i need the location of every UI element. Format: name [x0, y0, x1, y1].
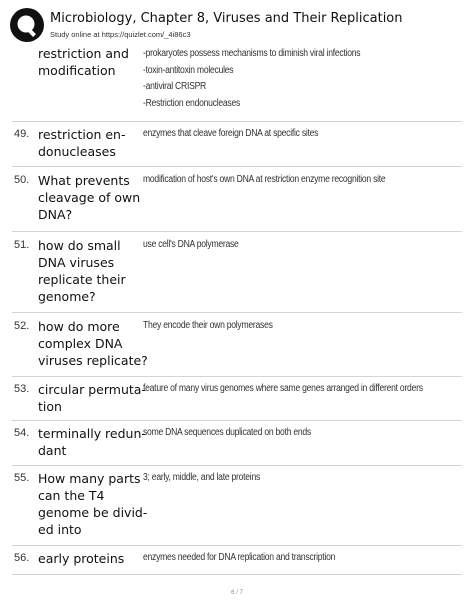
row-number: 49. — [14, 128, 30, 140]
row-number: 53. — [14, 383, 30, 395]
flashcard-row — [12, 122, 462, 167]
definition: 3; early, middle, and late proteins — [143, 472, 261, 483]
page-header — [0, 0, 474, 44]
definition: enzymes that cleave foreign DNA at specific sites — [143, 128, 319, 139]
term: restriction en- donucleases — [38, 127, 126, 159]
study-online-link[interactable]: Study online at https://quizlet.com/_4i86c3 — [50, 30, 191, 39]
document-title: Microbiology, Chapter 8, Viruses and Their Replication — [50, 11, 403, 26]
term: early proteins — [38, 551, 125, 566]
definition: use cell's DNA polymerase — [143, 239, 239, 250]
definition: -prokaryotes possess mechanisms to diminish viral infections -toxin-antitoxin molecules -antiviral CRISPR -Restriction endonucleases — [143, 48, 361, 109]
flashcard-row — [12, 232, 462, 313]
flashcard-row — [12, 313, 462, 377]
definition: modification of host's own DNA at restriction enzyme recognition site — [143, 174, 386, 185]
row-number: 55. — [14, 472, 30, 484]
term: How many parts can the T4 genome be divid- ed into — [38, 471, 148, 537]
quizlet-logo-icon — [10, 8, 44, 42]
flashcard-row — [12, 546, 462, 575]
flashcard-row — [12, 42, 462, 122]
row-number: 56. — [14, 552, 30, 564]
flashcard-row — [12, 421, 462, 466]
term: how do small DNA viruses replicate their genome? — [38, 238, 126, 304]
flashcard-row — [12, 167, 462, 232]
row-number: 50. — [14, 174, 30, 186]
definition: feature of many virus genomes where same genes arranged in different orders — [143, 383, 423, 394]
definition: They encode their own polymerases — [143, 320, 273, 331]
term: how do more complex DNA viruses replicate? — [38, 319, 148, 368]
term: terminally redun- dant — [38, 426, 146, 458]
definition: some DNA sequences duplicated on both ends — [143, 427, 311, 438]
term: circular permuta- tion — [38, 382, 146, 414]
definition: enzymes needed for DNA replication and transcription — [143, 552, 336, 563]
flashcard-row — [12, 377, 462, 421]
page-number: 6 / 7 — [231, 590, 243, 596]
row-number: 54. — [14, 427, 30, 439]
row-number: 52. — [14, 320, 30, 332]
row-number: 51. — [14, 239, 30, 251]
flashcard-row — [12, 466, 462, 546]
term: restriction and modification — [38, 46, 129, 78]
term: What prevents cleavage of own DNA? — [38, 173, 141, 222]
